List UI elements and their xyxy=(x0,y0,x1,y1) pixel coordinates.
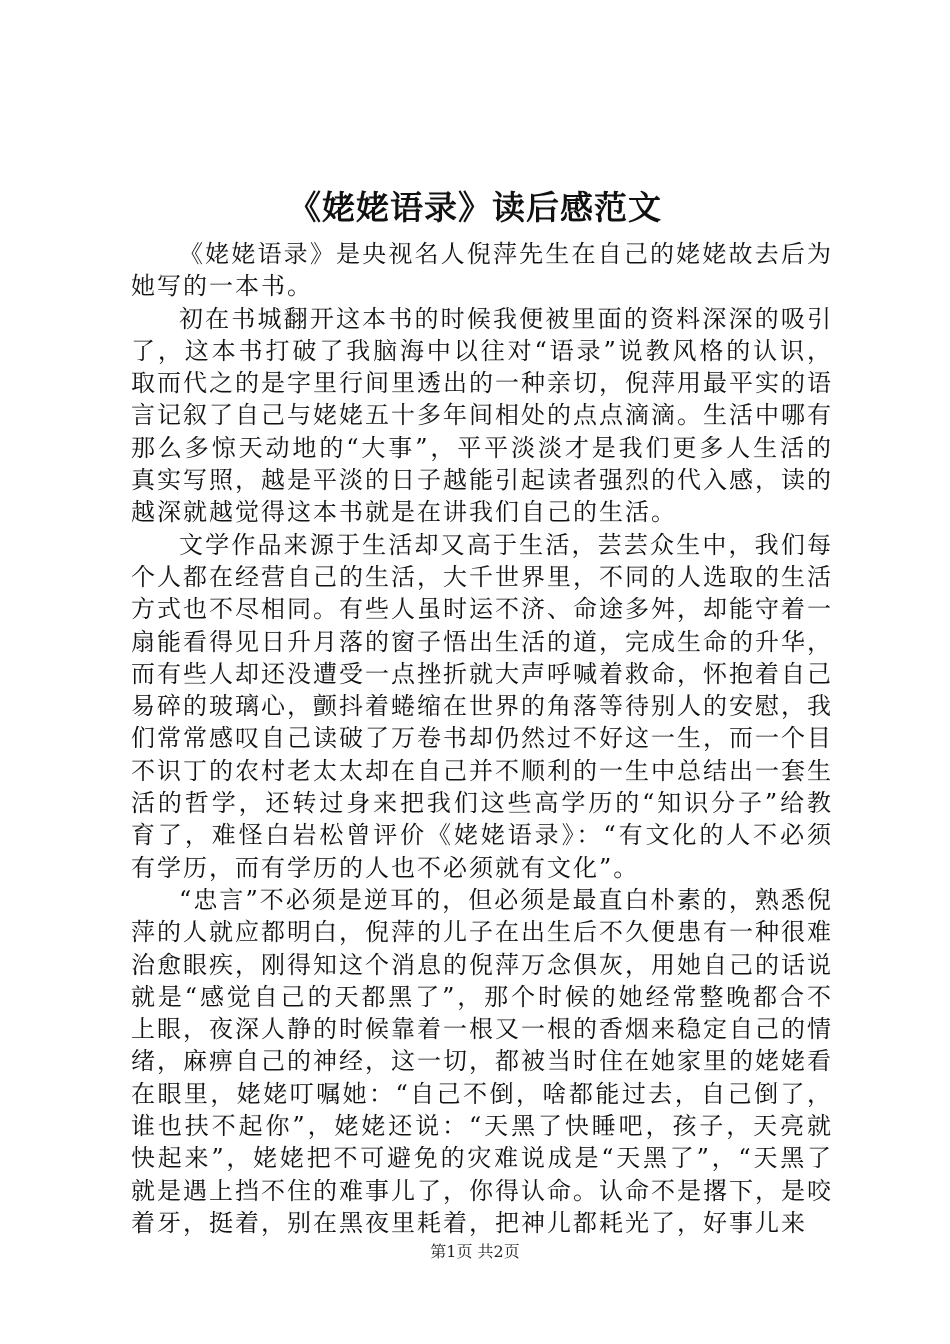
page-number-footer: 第1页 共2页 xyxy=(430,1242,520,1261)
paragraph-first-impression: 初在书城翻开这本书的时候我便被里面的资料深深的吸引了，这本书打破了我脑海中以往对“语录”说教风格的认识，取而代之的是字里行间里透出的一种亲切，倪萍用最平实的语言记叙了自己与姥姥五十多年间相处的点点滴滴。生活中哪有那么多惊天动地的“大事”，平平淡淡才是我们更多人生活的真实写照，越是平淡的日子越能引起读者强烈的代入感，读的越深就越觉得这本书就是在讲我们自己的生活。 xyxy=(131,304,833,527)
document-title: 《姥姥语录》读后感范文 xyxy=(288,188,662,227)
paragraph-intro: 《姥姥语录》是央视名人倪萍先生在自己的姥姥故去后为她写的一本书。 xyxy=(131,240,833,301)
paragraph-literature-and-life: 文学作品来源于生活却又高于生活，芸芸众生中，我们每个人都在经营自己的生活，大千世界里，不同的人选取的生活方式也不尽相同。有些人虽时运不济、命途多舛，却能守着一扇能看得见日升月落的窗子悟出生活的道，完成生命的升华，而有些人却还没遭受一点挫折就大声呼喊着救命，怀抱着自己易碎的玻璃心，颤抖着蜷缩在世界的角落等待别人的安慰，我们常常感叹自己读破了万卷书却仍然过不好这一生，而一个目不识丁的农村老太太却在自己并不顺利的一生中总结出一套生活的哲学，还转过身来把我们这些高学历的“知识分子”给教育了，难怪白岩松曾评价《姥姥语录》：“有文化的人不必须有学历，而有学历的人也不必须就有文化”。 xyxy=(131,530,833,882)
paragraph-honest-advice: “忠言”不必须是逆耳的，但必须是最直白朴素的，熟悉倪萍的人就应都明白，倪萍的儿子在出生后不久便患有一种很难治愈眼疾，刚得知这个消息的倪萍万念俱灰，用她自己的话说就是“感觉自己的天都黑了”，那个时候的她经常整晚都合不上眼，夜深人静的时候靠着一根又一根的香烟来稳定自己的情绪，麻痹自己的神经，这一切，都被当时住在她家里的姥姥看在眼里，姥姥叮嘱她：“自己不倒，啥都能过去，自己倒了，谁也扶不起你”，姥姥还说：“天黑了快睡吧，孩子，天亮就快起来”，姥姥把不可避免的灾难说成是“天黑了”，“天黑了就是遇上挡不住的难事儿了，你得认命。认命不是撂下，是咬着牙，挺着，别在黑夜里耗着，把神儿都耗光了，好事儿来 xyxy=(131,885,833,1237)
document-body xyxy=(131,238,833,1239)
